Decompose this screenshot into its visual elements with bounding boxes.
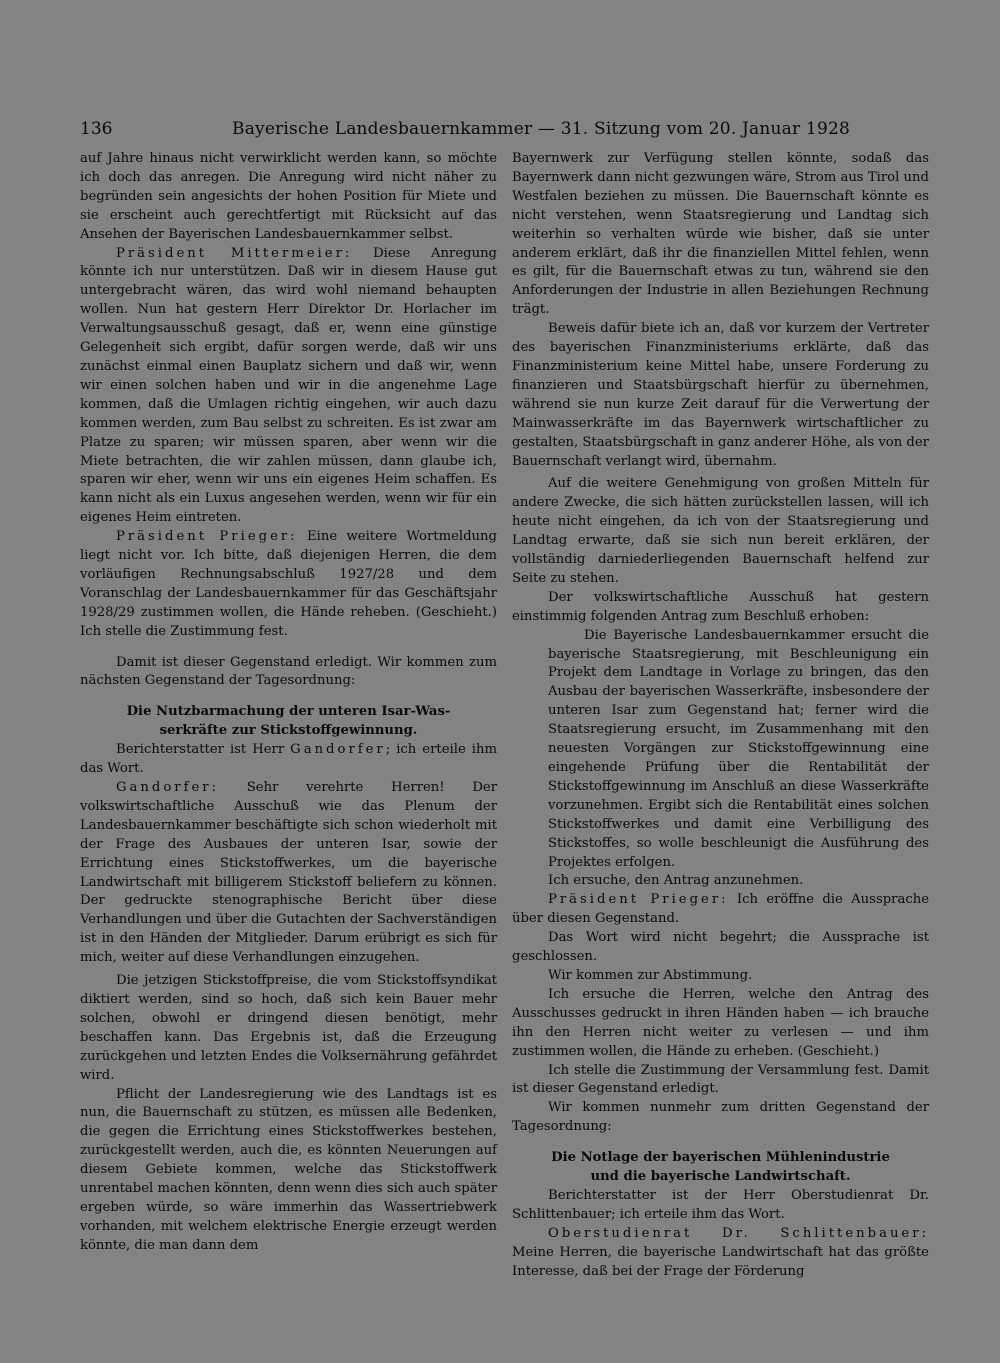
paragraph	[80, 741, 497, 779]
spacer	[512, 1137, 929, 1149]
paragraph	[80, 779, 497, 968]
page-header	[80, 116, 930, 142]
paragraph: Wir kommen nunmehr zum dritten Gegenstand der Tagesordnung:	[512, 1100, 929, 1135]
paragraph: Damit ist dieser Gegenstand erledigt. Wir kommen zum nächsten Gegenstand der Tagesordnung:	[80, 654, 497, 689]
text-run: ; ich erteile ihm das Wort.	[80, 742, 497, 777]
agenda-heading-line: Die Notlage der bayerischen Mühlenindustrie	[551, 1150, 890, 1166]
text-run: Berichterstatter ist Herr	[116, 742, 291, 758]
paragraph: auf Jahre hinaus nicht verwirklicht werden kann, so möchte ich doch das anregen. Die Anregung wird nicht näher zu begründen sein angesichts der hohen Position für Miete und sie erscheint auch gerechtfertigt mit Rücksicht auf das Ansehen der Bayerischen Landesbauernkammer selbst.	[80, 151, 497, 242]
speech-text: Sehr verehrte Herren! Der volkswirtschaftliche Ausschuß wie das Plenum der Landesbauernkammer beschäftigte sich schon wiederholt mit der Frage des Ausbaues der unteren Isar, sowie der Errichtung eines Stickstoffwerkes, um die bayerische Landwirtschaft mit billigerem Stickstoff beliefern zu können. Der gedruckte stenographische Bericht über diese Verhandlungen und über die Gutachten der Sachverständigen ist in den Händen der Mitglieder. Darum erübrigt es sich für mich, weiter auf diese Verhandlungen einzugehen.	[80, 780, 497, 966]
speech-text: Meine Herren, die bayerische Landwirtschaft hat das größte Interesse, daß bei der Frage der Förderung	[512, 1244, 929, 1279]
motion-quote: Die Bayerische Landesbauernkammer ersucht die bayerische Staatsregierung, mit Beschleunigung ein Projekt dem Landtage in Vorlage zu bringen, das den Ausbau der bayerischen Wasserkräfte, insbesondere der unteren Isar zum Gegenstand hat; ferner wird die Staatsregierung ersucht, im Zusammenhang mit den neuesten Vorgängen zur Stickstoffgewinnung eine eingehende Prüfung über die Rentabilität der Stickstoffgewinnung im Anschluß an diese Wasserkräfte vorzunehmen. Ergibt sich die Rentabilität eines solchen Stickstoffwerkes und damit eine Verbilligung des Stickstoffes, so wolle beschleunigt die Ausführung des Projektes erfolgen.	[548, 627, 929, 870]
agenda-heading-line: und die bayerische Landwirtschaft.	[590, 1169, 851, 1185]
speech-text: Ich eröffne die Aussprache über diesen Gegenstand.	[512, 892, 929, 927]
speaker-name: Präsident Mittermeier:	[116, 245, 353, 261]
spacer	[80, 642, 497, 654]
left-column	[80, 150, 497, 1256]
speaker-name: Präsident Prieger:	[116, 529, 298, 545]
running-head: Bayerische Landesbauernkammer — 31. Sitzung vom 20. Januar 1928	[232, 119, 851, 139]
paragraph: Die jetzigen Stickstoffpreise, die vom Stickstoffsyndikat diktiert werden, sind so hoch, daß sich kein Bauer mehr solchen, obwohl er dringend diesen benötigt, mehr beschaffen kann. Das Ergebnis ist, daß die Erzeugung zurückgehen und letzten Endes die Volksernährung gefährdet wird.	[80, 973, 497, 1083]
paragraph: Ich stelle die Zustimmung der Versammlung fest. Damit ist dieser Gegenstand erledigt.	[512, 1062, 929, 1097]
paragraph	[512, 891, 929, 929]
paragraph: Pflicht der Landesregierung wie des Landtags ist es nun, die Bauernschaft zu stützen, es müssen alle Bedenken, die gegen die Errichtung eines Stickstoffwerkes bestehen, zurückgestellt werden, auch die, es könnten Neuerungen auf diesem Gebiete kommen, welche das Stickstoffwerk unrentabel machen könnten, denn wenn dies sich auch später ergeben würde, so wäre immerhin das Wassertriebwerk vorhanden, mit welchem elektrische Energie erzeugt werden könnte, die man dann dem	[80, 1086, 497, 1253]
agenda-heading-line: serkräfte zur Stickstoffgewinnung.	[159, 723, 418, 739]
paragraph	[80, 245, 497, 529]
paragraph: Ich ersuche die Herren, welche den Antrag des Ausschusses gedruckt in ihren Händen haben — ich brauche ihn den Herren nicht weiter zu verlesen — und ihm zustimmen wollen, die Hände zu erheben. (Geschieht.)	[512, 986, 929, 1059]
speaker-name: Oberstudienrat Dr. Schlittenbauer:	[548, 1225, 929, 1241]
paragraph: Ich ersuche, den Antrag anzunehmen.	[548, 873, 804, 889]
page-number: 136	[80, 119, 113, 139]
paragraph: Der volkswirtschaftliche Ausschuß hat gestern einstimmig folgenden Antrag zum Beschluß erhoben:	[512, 589, 929, 624]
paragraph	[80, 528, 497, 641]
paragraph: Das Wort wird nicht begehrt; die Aussprache ist geschlossen.	[512, 930, 929, 965]
speaker-name: Gandorfer:	[116, 780, 220, 795]
paragraph: Berichterstatter ist der Herr Oberstudienrat Dr. Schlittenbauer; ich erteile ihm das Wort.	[512, 1187, 929, 1222]
agenda-heading-line: Die Nutzbarmachung der unteren Isar-Was-	[126, 704, 451, 720]
paragraph: Beweis dafür biete ich an, daß vor kurzem der Vertreter des bayerischen Finanzministeriums erklärte, daß das Finanzministerium keine Mittel habe, unsere Forderung zu finanzieren und Staatsbürgschaft hierfür zu übernehmen, während sie nun kurze Zeit darauf für die Verwertung der Mainwasserkräfte im das Bayernwerk wirtschaftlicher zu gestalten, Staatsbürgschaft in ganz anderer Höhe, als von der Bauernschaft verlangt wird, übernahm.	[512, 321, 929, 469]
spacer	[80, 691, 497, 703]
speech-text: Diese Anregung könnte ich nur unterstützen. Daß wir in diesem Hause gut untergebracht wären, das wird wohl niemand behaupten wollen. Nun hat gestern Herr Direktor Dr. Horlacher im Verwaltungsausschuß gesagt, daß er, wenn eine günstige Gelegenheit sich ergibt, dafür sorgen werde, daß wir uns zunächst einmal einen Bauplatz sichern und daß wir, wenn wir einen solchen haben und wir in die angenehme Lage kommen, daß die Umlagen richtig eingehen, wir auch dazu kommen werden, zum Bau selbst zu schreiten. Es ist zwar am Platze zu sparen; wir müssen sparen, aber wenn wir die Miete betrachten, die wir zahlen müssen, dann glaube ich, sparen wir eher, wenn wir uns ein eigenes Heim schaffen. Es kann nicht als ein Luxus angesehen werden, wenn wir für ein eigenes Heim eintreten.	[80, 245, 497, 526]
right-column	[512, 150, 929, 1281]
speech-text: Eine weitere Wortmeldung liegt nicht vor. Ich bitte, daß diejenigen Herren, die dem vorläufigen Rechnungsabschluß 1927/28 und dem Voranschlag der Landesbauernkammer für das Geschäftsjahr 1928/29 zustimmen wollen, die Hände reheben. (Geschieht.) Ich stelle die Zustimmung fest.	[80, 529, 497, 639]
paragraph: Wir kommen zur Abstimmung.	[548, 967, 753, 983]
paragraph: Bayernwerk zur Verfügung stellen könnte, sodaß das Bayernwerk dann nicht gezwungen wäre, Strom aus Tirol und Westfalen beziehen zu müssen. Die Bauernschaft könnte es nicht verstehen, wenn Staatsregierung und Landtag sich weiterhin so verhalten würde wie bisher, daß sie unter anderem erklärt, daß ihr die finanziellen Mittel fehlen, wenn es gilt, für die Bauernschaft etwas zu tun, während sie den Anforderungen der Industrie in allen Beziehungen Rechnung trägt.	[512, 151, 929, 318]
paragraph	[512, 1225, 929, 1282]
paragraph: Auf die weitere Genehmigung von großen Mitteln für andere Zwecke, die sich hätten zurückstellen lassen, will ich heute nicht eingehen, da ich von der Staatsregierung und Landtag erwarte, daß sie sich nun bereit erklären, der vollständig darniederliegenden Bauernschaft helfend zur Seite zu stehen.	[512, 476, 929, 586]
speaker-name: Präsident Prieger:	[548, 892, 729, 908]
speaker-name: Gandorfer	[290, 742, 386, 758]
